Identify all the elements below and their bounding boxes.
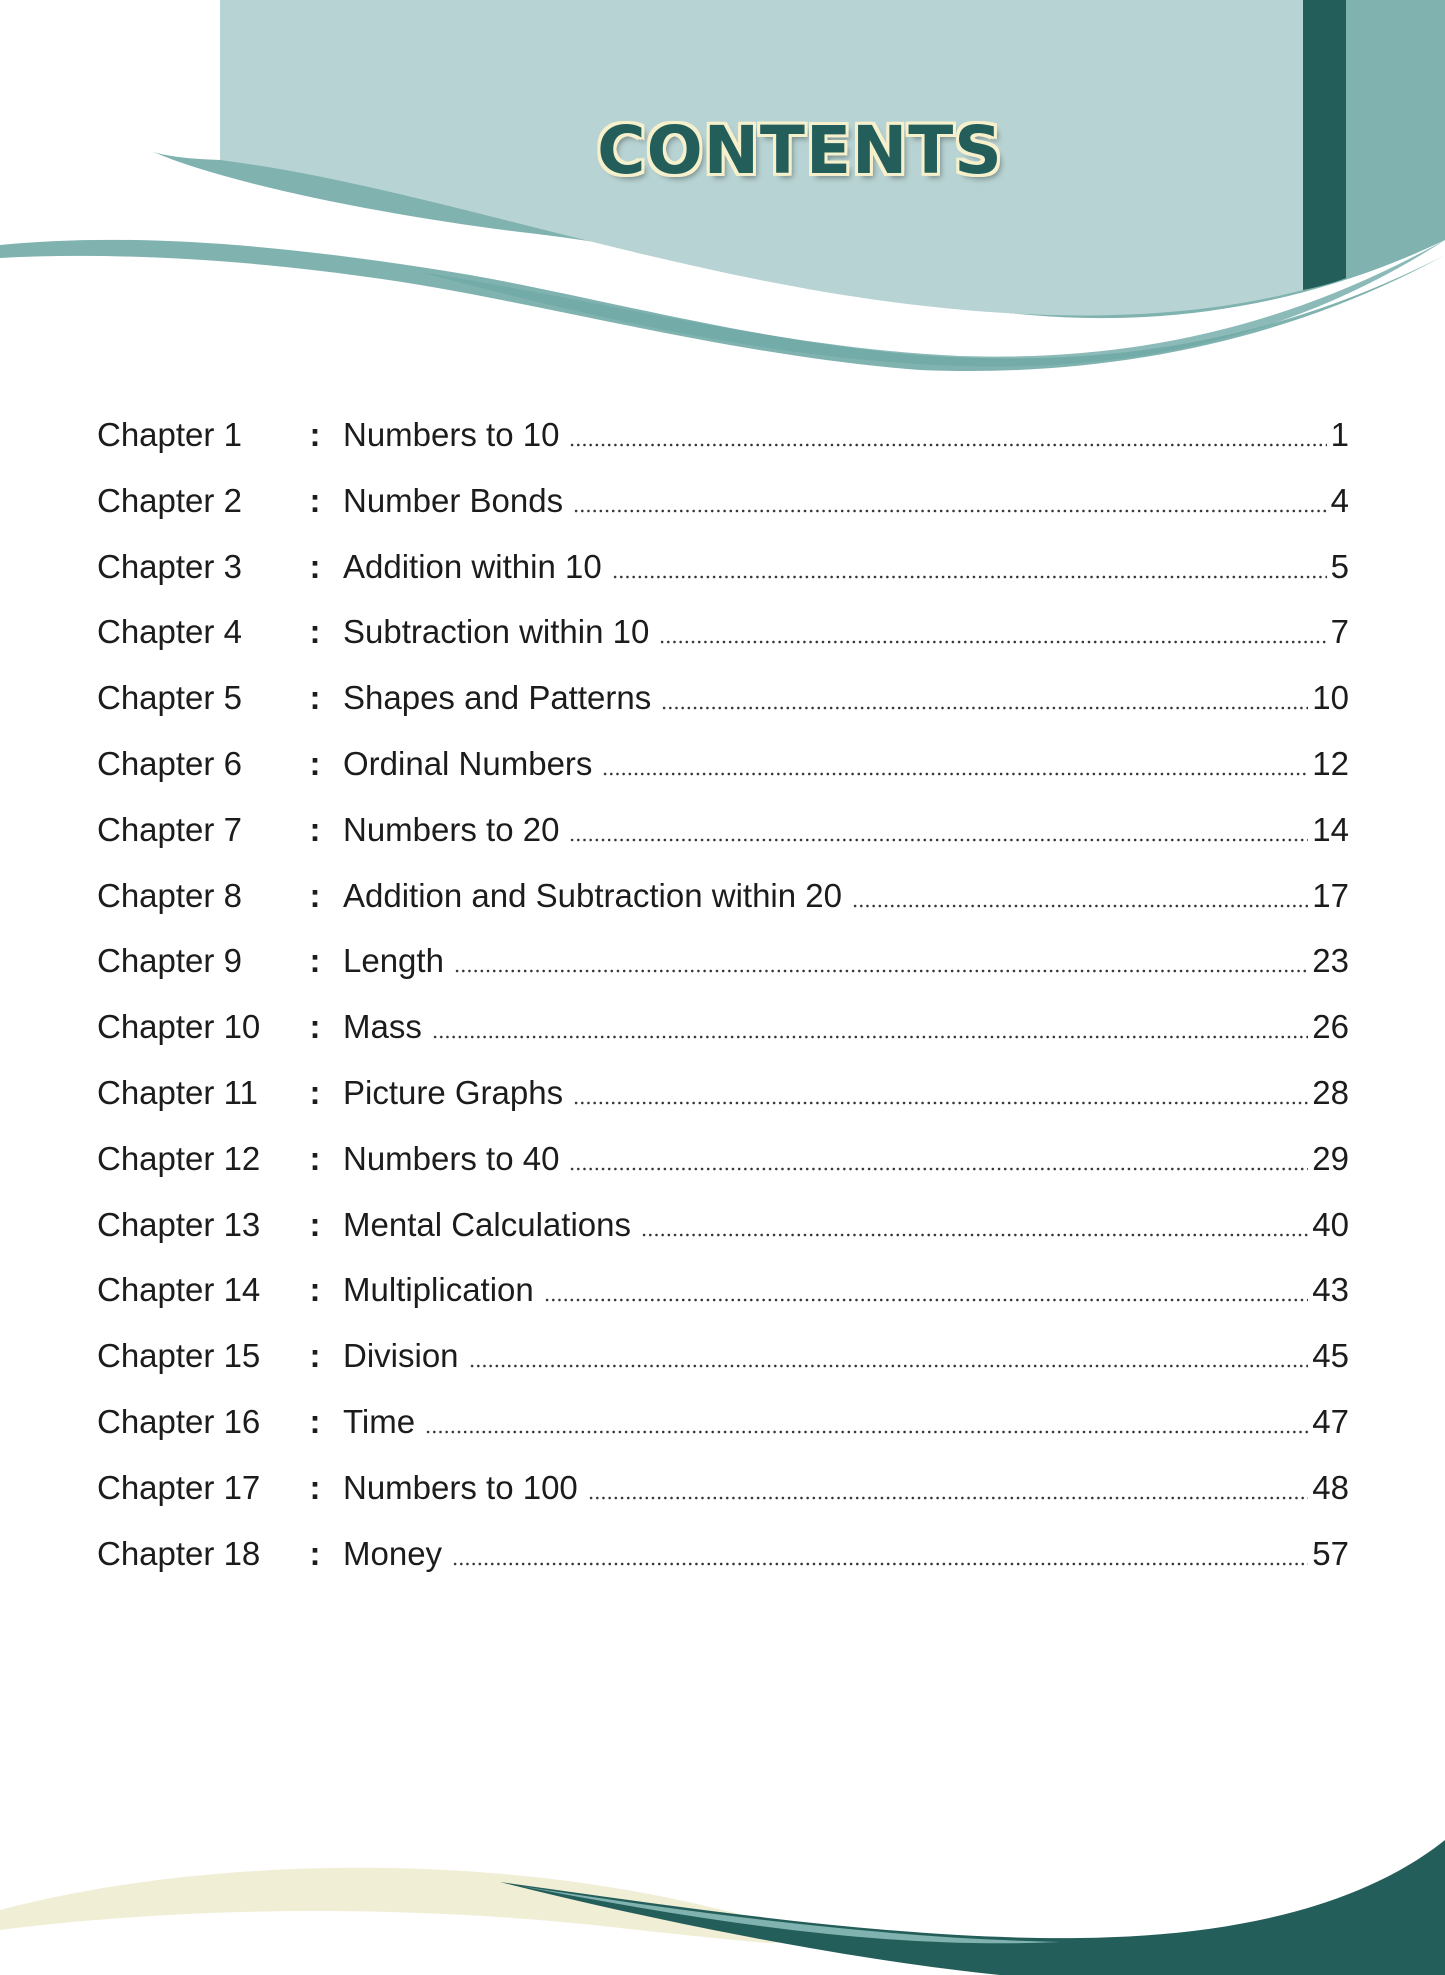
chapter-number: Chapter 5 — [97, 679, 242, 717]
toc-row — [97, 610, 1349, 676]
toc-row — [97, 1137, 1349, 1203]
page-title: CONTENTS — [597, 112, 1003, 189]
toc-row — [97, 676, 1349, 742]
separator-colon: : — [309, 810, 321, 848]
chapter-number: Chapter 3 — [97, 547, 242, 585]
chapter-number: Chapter 17 — [97, 1468, 261, 1506]
toc-row — [97, 1203, 1349, 1269]
chapter-title: Shapes and Patterns — [343, 679, 652, 717]
toc-row — [97, 1532, 1349, 1598]
chapter-title: Division — [343, 1337, 459, 1375]
dot-leader — [452, 1534, 1308, 1567]
toc-row — [97, 413, 1349, 479]
page-number: 29 — [1312, 1139, 1349, 1177]
chapter-number: Chapter 8 — [97, 876, 242, 914]
separator-colon: : — [309, 1468, 321, 1506]
separator-colon: : — [309, 1139, 321, 1177]
dot-leader — [454, 941, 1308, 974]
dot-leader — [641, 1205, 1308, 1238]
page-number: 57 — [1312, 1534, 1349, 1572]
dot-leader — [569, 1139, 1308, 1172]
separator-colon: : — [309, 744, 321, 782]
dot-leader — [612, 547, 1327, 580]
page-number: 1 — [1330, 416, 1349, 453]
chapter-title: Mental Calculations — [343, 1205, 631, 1243]
dot-leader — [661, 678, 1308, 711]
toc-row — [97, 742, 1349, 808]
chapter-title: Money — [343, 1534, 443, 1572]
dot-leader — [544, 1270, 1309, 1303]
toc-row — [97, 874, 1349, 940]
header-wave-decoration — [0, 0, 1445, 420]
page-number: 28 — [1312, 1073, 1349, 1111]
toc-row — [97, 1268, 1349, 1334]
separator-colon: : — [309, 1534, 321, 1572]
separator-colon: : — [309, 613, 321, 651]
separator-colon: : — [309, 876, 321, 914]
chapter-number: Chapter 9 — [97, 942, 242, 980]
separator-colon: : — [309, 1008, 321, 1046]
dot-leader — [569, 415, 1326, 448]
toc-row — [97, 545, 1349, 611]
page-number: 45 — [1312, 1337, 1349, 1375]
chapter-number: Chapter 4 — [97, 613, 242, 651]
page-number: 23 — [1312, 942, 1349, 980]
dot-leader — [602, 744, 1308, 777]
chapter-number: Chapter 6 — [97, 744, 242, 782]
page-number: 17 — [1312, 876, 1349, 914]
dot-leader — [852, 876, 1308, 909]
page-number: 12 — [1312, 744, 1349, 782]
separator-colon: : — [309, 1073, 321, 1111]
page-number: 48 — [1312, 1468, 1349, 1506]
chapter-title: Ordinal Numbers — [343, 744, 593, 782]
toc-row — [97, 1334, 1349, 1400]
page-number: 14 — [1312, 810, 1349, 848]
chapter-number: Chapter 18 — [97, 1534, 261, 1572]
toc-row — [97, 1071, 1349, 1137]
chapter-title: Numbers to 40 — [343, 1139, 560, 1177]
table-of-contents — [97, 413, 1349, 1597]
separator-colon: : — [309, 481, 321, 519]
toc-row — [97, 939, 1349, 1005]
page-number: 10 — [1312, 679, 1349, 717]
dot-leader — [659, 612, 1326, 645]
separator-colon: : — [309, 1402, 321, 1440]
chapter-number: Chapter 2 — [97, 481, 242, 519]
chapter-title: Mass — [343, 1008, 422, 1046]
chapter-title: Picture Graphs — [343, 1073, 564, 1111]
dot-leader — [573, 481, 1327, 514]
chapter-number: Chapter 1 — [97, 416, 242, 453]
page-number: 47 — [1312, 1402, 1349, 1440]
dot-leader — [569, 810, 1308, 843]
chapter-number: Chapter 7 — [97, 810, 242, 848]
separator-colon: : — [309, 942, 321, 980]
chapter-number: Chapter 13 — [97, 1205, 261, 1243]
dot-leader — [425, 1402, 1308, 1435]
toc-row — [97, 1466, 1349, 1532]
chapter-title: Numbers to 100 — [343, 1468, 578, 1506]
separator-colon: : — [309, 1271, 321, 1309]
separator-colon: : — [309, 416, 321, 453]
chapter-number: Chapter 15 — [97, 1337, 261, 1375]
chapter-title: Addition within 10 — [343, 547, 602, 585]
page-number: 4 — [1330, 481, 1349, 519]
toc-row — [97, 1005, 1349, 1071]
chapter-number: Chapter 11 — [97, 1073, 258, 1111]
toc-row — [97, 1400, 1349, 1466]
chapter-title: Numbers to 20 — [343, 810, 560, 848]
toc-row — [97, 479, 1349, 545]
chapter-title: Number Bonds — [343, 481, 564, 519]
page-number: 43 — [1312, 1271, 1349, 1309]
chapter-title: Subtraction within 10 — [343, 613, 650, 651]
separator-colon: : — [309, 1205, 321, 1243]
page-number: 5 — [1330, 547, 1349, 585]
dot-leader — [573, 1073, 1308, 1106]
dot-leader — [588, 1468, 1308, 1501]
chapter-title: Addition and Subtraction within 20 — [343, 876, 842, 914]
chapter-title: Time — [343, 1402, 416, 1440]
chapter-title: Numbers to 10 — [343, 416, 560, 453]
chapter-number: Chapter 12 — [97, 1139, 261, 1177]
separator-colon: : — [309, 1337, 321, 1375]
toc-row — [97, 808, 1349, 874]
chapter-number: Chapter 16 — [97, 1402, 261, 1440]
separator-colon: : — [309, 547, 321, 585]
footer-wave-decoration — [0, 1810, 1445, 1975]
page-number: 40 — [1312, 1205, 1349, 1243]
dot-leader — [432, 1007, 1308, 1040]
dot-leader — [469, 1336, 1309, 1369]
chapter-title: Length — [343, 942, 444, 980]
chapter-title: Multiplication — [343, 1271, 534, 1309]
chapter-number: Chapter 14 — [97, 1271, 261, 1309]
page-number: 7 — [1330, 613, 1349, 651]
separator-colon: : — [309, 679, 321, 717]
page-number: 26 — [1312, 1008, 1349, 1046]
chapter-number: Chapter 10 — [97, 1008, 261, 1046]
